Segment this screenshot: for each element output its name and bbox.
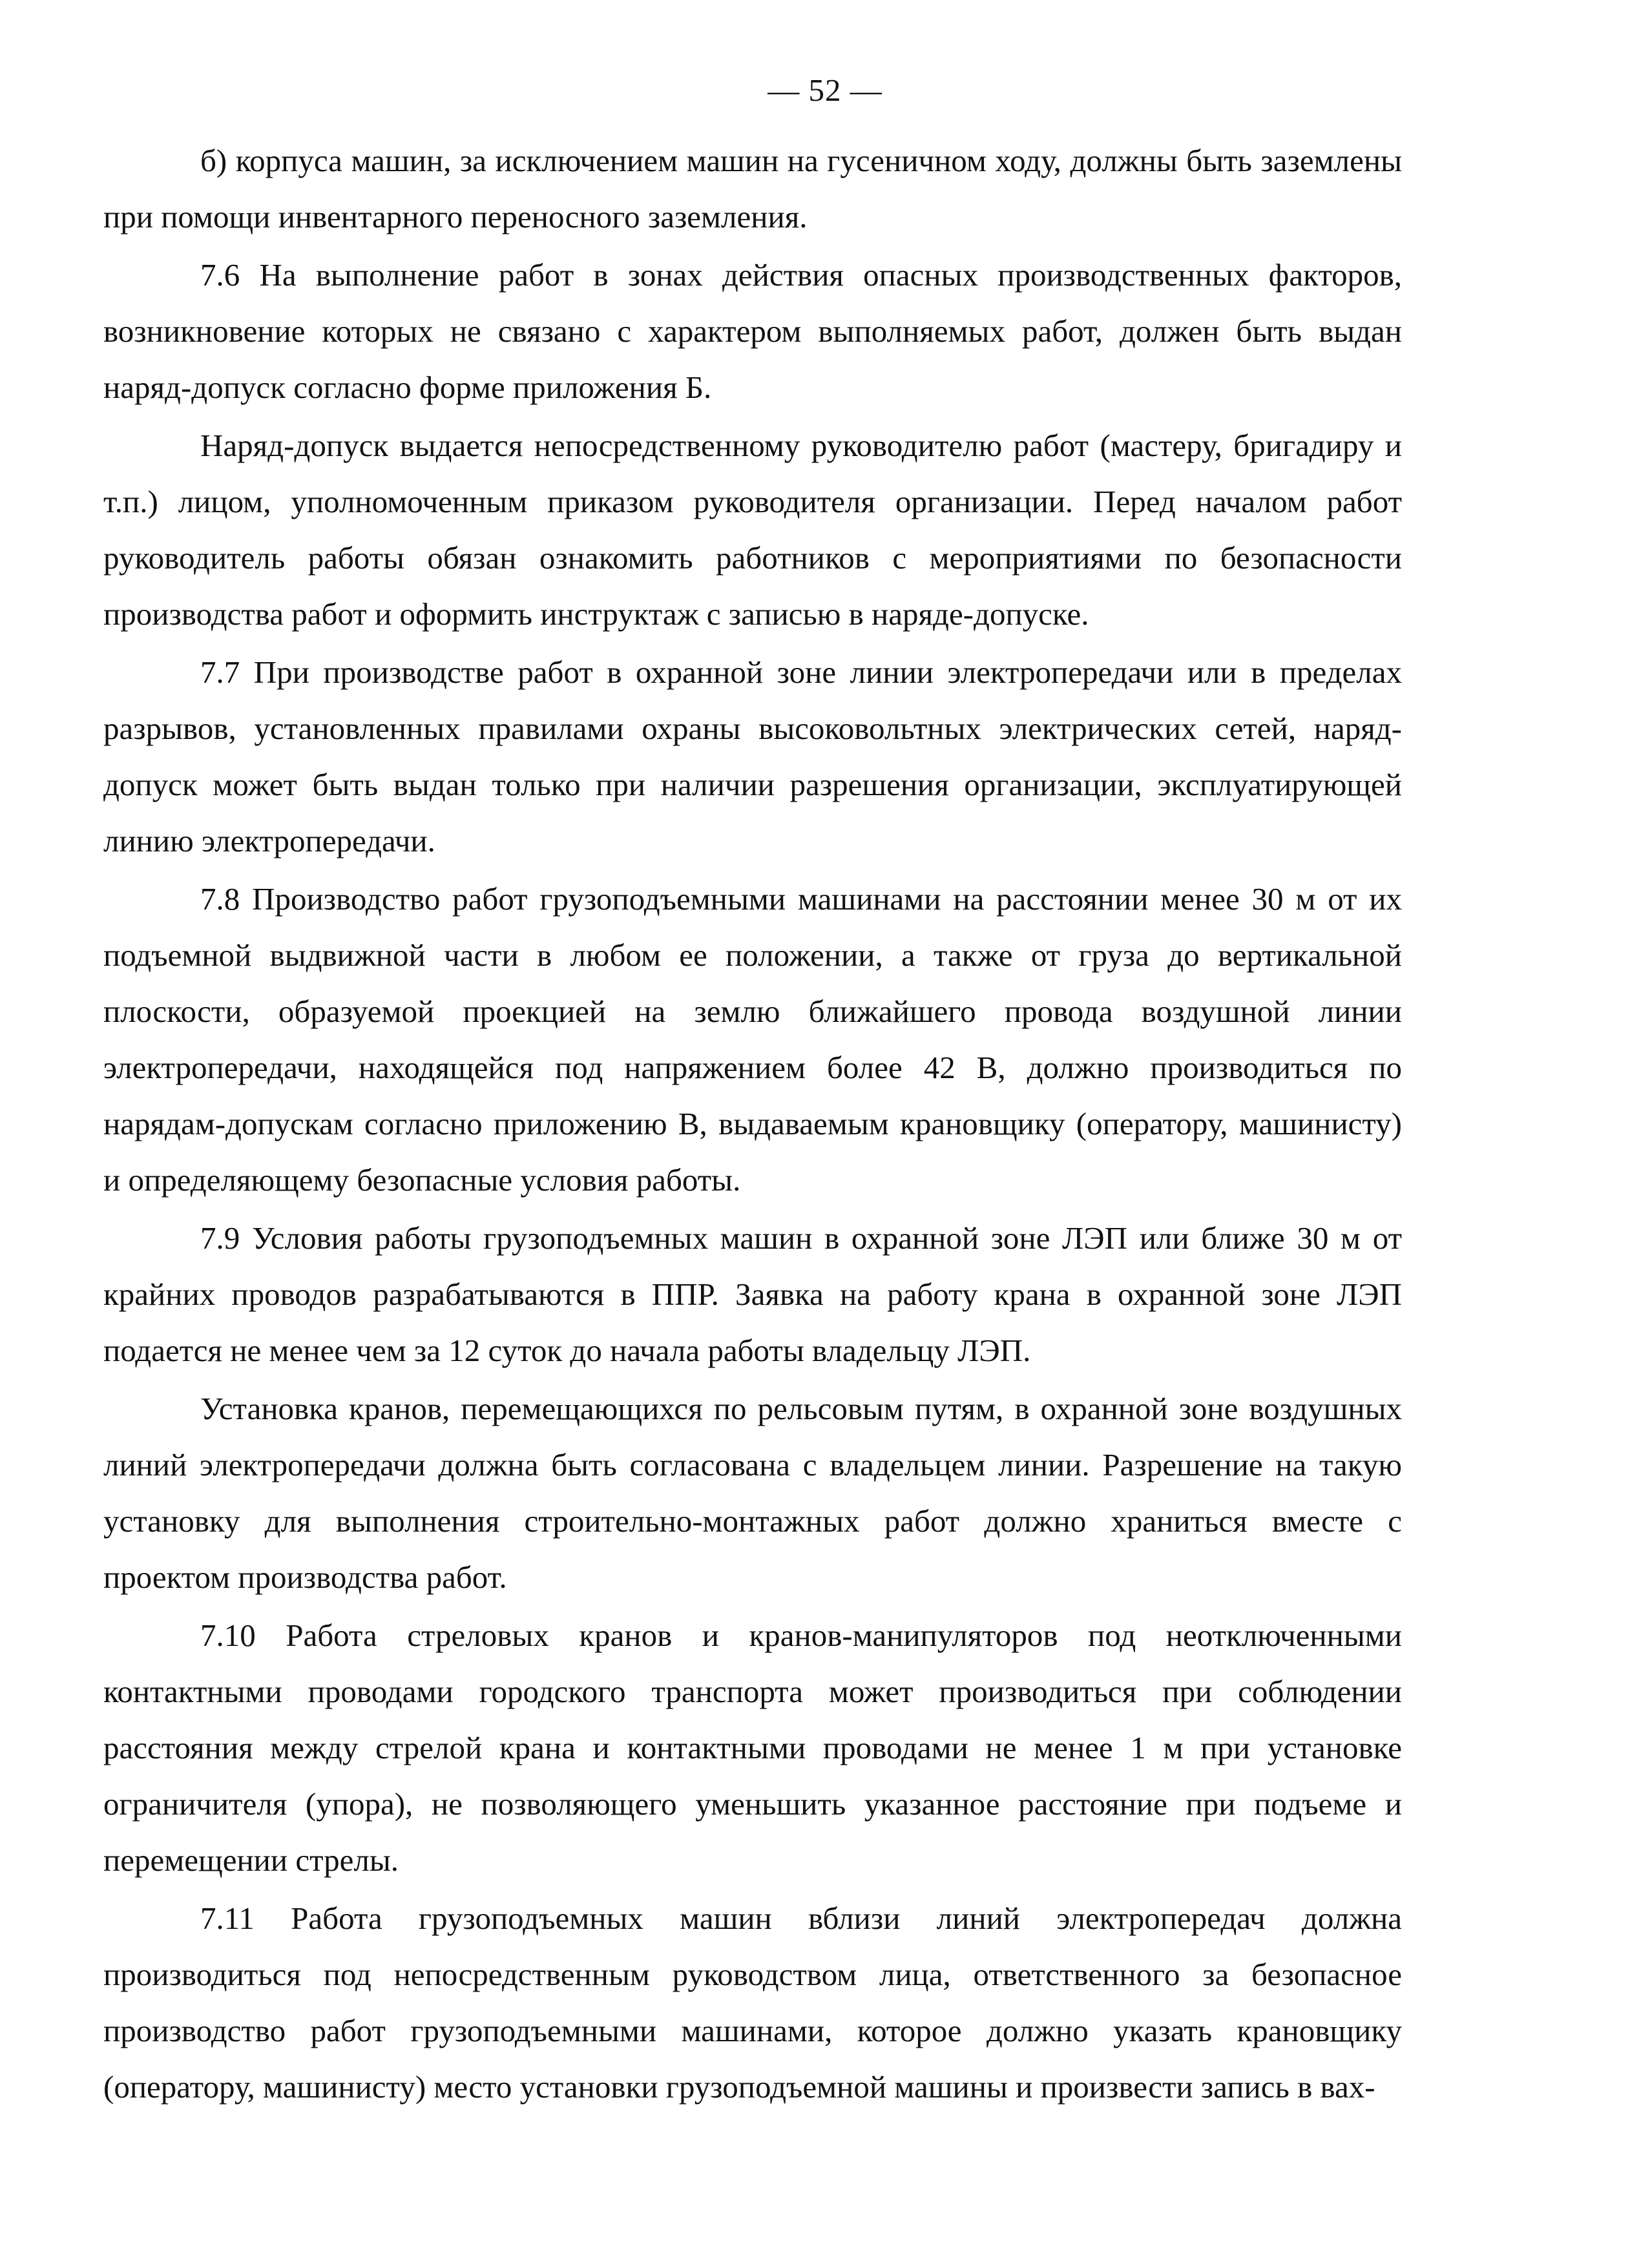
page-number: — 52 — [768,72,882,108]
document-body [103,132,1402,2115]
paragraph-7-10: 7.10 Работа стреловых кранов и кранов-манипуляторов под неотключенными контактными проводами городского транспорта может производиться при соблюдении расстояния между стрелой крана и контактными проводами не менее 1 м при установке ограничителя (упора), не позволяющего уменьшить указанное расстояние при подъеме и перемещении стрелы. [103,1618,1402,1878]
paragraph-7-6: 7.6 На выполнение работ в зонах действия опасных производственных факторов, возникновение которых не связано с характером выполняемых работ, должен быть выдан наряд-допуск согласно форме приложения Б. [103,257,1402,405]
paragraph-7-11: 7.11 Работа грузоподъемных машин вблизи линий электропередач должна производиться под непосредственным руководством лица, ответственного за безопасное производство работ грузоподъемными машинами, которое должно указать крановщику (оператору, машинисту) место установки грузоподъемной машины и произвести запись в вах- [103,1900,1402,2105]
paragraph-7-7: 7.7 При производстве работ в охранной зоне линии электропередачи или в пределах разрывов, установленных правилами охраны высоковольтных электрических сетей, наряд-допуск может быть выдан только при наличии разрешения организации, эксплуатирующей линию электропередачи. [103,654,1402,858]
paragraph-7-8: 7.8 Производство работ грузоподъемными машинами на расстоянии менее 30 м от их подъемной выдвижной части в любом ее положении, а также от груза до вертикальной плоскости, образуемой проекцией на землю ближайшего провода воздушной линии электропередачи, находящейся под напряжением более 42 В, должно производиться по нарядам-допускам согласно приложению В, выдаваемым крановщику (оператору, машинисту) и определяющему безопасные условия работы. [103,881,1402,1198]
paragraph-naryad-dopusk: Наряд-допуск выдается непосредственному руководителю работ (мастеру, бригадиру и т.п.) лицом, уполномоченным приказом руководителя организации. Перед началом работ руководитель работы обязан ознакомить работников с мероприятиями по безопасности производства работ и оформить инструктаж с записью в наряде-допуске. [103,428,1402,632]
paragraph-ustanovka-kranov: Установка кранов, перемещающихся по рельсовым путям, в охранной зоне воздушных линий электропередачи должна быть согласована с владельцем линии. Разрешение на такую установку для выполнения строительно-монтажных работ должно храниться вместе с проектом производства работ. [103,1391,1402,1595]
paragraph-7-9: 7.9 Условия работы грузоподъемных машин в охранной зоне ЛЭП или ближе 30 м от крайних проводов разрабатываются в ППР. Заявка на работу крана в охранной зоне ЛЭП подается не менее чем за 12 суток до начала работы владельцу ЛЭП. [103,1220,1402,1368]
paragraph-b: б) корпуса машин, за исключением машин на гусеничном ходу, должны быть заземлены при помощи инвентарного переносного заземления. [103,143,1402,234]
